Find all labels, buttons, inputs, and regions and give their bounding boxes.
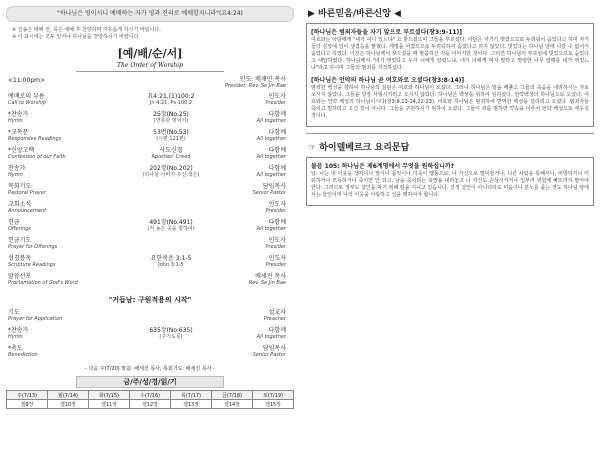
order-item-content: 491장(No.491) (저 높은 곳을 향하여) — [147, 219, 195, 232]
bible-day: 토(7/19) — [253, 391, 294, 400]
order-item-content: 요4:21,(1)100:2 Jn 4:21, Ps 100:2 — [147, 93, 195, 106]
order-item-label: *교독문 Responsive Readings — [8, 129, 62, 142]
presider — [225, 77, 286, 89]
order-item-label: 헌금 Offerings — [8, 219, 32, 232]
order-item-leader: 다함께 All together — [256, 219, 286, 232]
order-item-label: 성경봉독 Scripture Readings — [8, 255, 56, 268]
order-item-label: *축도 Benediction — [8, 345, 38, 358]
order-item-label: 예배로의 부름 Call to Worship — [8, 93, 46, 106]
catechism-answer: 답: 나는 내 이웃을 생각이나 말이나 몸짓이나 더욱이 행동으로, 나 자신으로 말미암거나, 다른 사람을 통해서나, 비방하거나 미워하거나 모욕하거나 죽이면 안 되고, 남을 죽이려는 욕망을 내려놓고 나 자신도 손상시키거나 일부러 위험에 빠뜨리지 말아야 한다. 그러므로 정부도 살인을 막기 위해 칼을 지니고 있습니다. 진정 살인이 아니더라도 미움이나 분노를 품는 것도 하나님 앞에서는 살인이며 나의 이웃을 사랑하고 선을 행하여야 합니다. — [311, 171, 589, 198]
order-item-label: *신앙고백 Confession of our Faith — [8, 147, 66, 160]
catechism-question: 물음 105: 하나님은 제6계명에서 무엇을 원하십니까? — [311, 163, 455, 170]
order-item-label: 헌금기도 Prayer for Offerings — [8, 237, 58, 250]
order-item — [6, 111, 294, 129]
order-item-leader: 다함께 All together — [256, 111, 286, 124]
order-item-leader: 담임목사 Senior Pastor — [252, 345, 286, 358]
presider-ko: 인도: 배재민 목사 — [239, 76, 286, 83]
order-item-label: 찬송가 Hymn — [8, 165, 26, 178]
order-list-after-sermon — [6, 309, 294, 363]
order-item — [6, 129, 294, 147]
order-item-leader: 다함께 All together — [256, 129, 286, 142]
order-item — [6, 93, 294, 111]
order-item-leader: 인도자 Presider — [265, 255, 286, 268]
bible-chapter: 겔9장 — [7, 400, 48, 409]
order-item-leader: 인도자 Presider — [265, 237, 286, 250]
order-item — [6, 165, 294, 183]
order-item — [6, 237, 294, 255]
catechism-box — [306, 157, 594, 206]
bible-days-row — [7, 391, 294, 400]
order-item — [6, 255, 294, 273]
order-item-leader: 설교자 Preacher — [263, 309, 286, 322]
order-item-label: 말씀선포 Proclamation of God's Word — [8, 273, 78, 286]
order-item-label: *찬송가 Hymn — [8, 111, 29, 124]
worship-subtitle: The Order of Worship — [76, 62, 224, 72]
worship-order-column — [6, 6, 294, 458]
order-item — [6, 273, 294, 291]
notice-2: ※ 이 표시에는 모두 일어나 하나님을 찬양하시기 바랍니다. — [12, 34, 140, 40]
time-row — [6, 77, 294, 91]
theme-verse: "하나님은 영이시니 예배하는 자가 영과 진리로 예배할지니라"(요4:24) — [6, 6, 294, 22]
order-item-content: 635장(No.635) (주기도문) — [149, 327, 193, 340]
bible-day: 월(7/14) — [48, 391, 89, 400]
order-item — [6, 327, 294, 345]
order-item-label: 목회기도 Pastoral Prayer — [8, 183, 47, 196]
order-item-leader: 인도자 Presider — [265, 93, 286, 106]
reading-column — [306, 6, 594, 458]
bible-reads-row — [7, 400, 294, 409]
bible-chapter: 겔10장 — [48, 400, 89, 409]
order-item-leader: 배세진 목사 Rev. Se Jin Bae — [248, 273, 286, 286]
bible-day: 목(7/17) — [171, 391, 212, 400]
bible-chapter: 겔13장 — [171, 400, 212, 409]
bible-day: 금(7/18) — [212, 391, 253, 400]
order-item-leader: 다함께 All together — [256, 147, 286, 160]
service-time: <11:00pm> — [8, 77, 45, 84]
section-title-catechism: ☞ 하이델베르크 요리문답 — [308, 143, 410, 153]
bible-chapter: 겔14장 — [212, 400, 253, 409]
order-item-label: *찬송가 Hymn — [8, 327, 29, 340]
bible-chapter: 겔15장 — [253, 400, 294, 409]
order-item — [6, 345, 294, 363]
order-item-content: 202장(No.202) (하나님 아버지 주신 책은) — [142, 165, 200, 178]
faith-box — [306, 23, 594, 127]
sermon-title: "거듭남: 구원적용의 시작" — [108, 296, 192, 304]
order-item — [6, 219, 294, 237]
order-item-label: 기도 Prayer for Application — [8, 309, 63, 322]
order-item-content: 사도신경 Apostles' Creed — [151, 147, 191, 160]
bible-day: 주(7/13) — [7, 391, 48, 400]
faith-heading-1: [하나님은 범죄자들을 자기 앞으로 부르셨다(창3:9-11)] — [311, 29, 463, 36]
faith-paragraph-2: 범죄한 백성을 향하여 하나님의 심판은 여호와 하나님이 오셨다. 그러나 하나님은 말을 베풀고 그들의 죽음을 내려하시는 자로 오시지 않았다. 그들을 당장 사형시키려고 오시지 않았다. 하나님은 백성을 위하여 임하셨다. 언약백성의 하나님으로 오셨다. 여호와는 언약 백성의 하나님이시다(창3:9,13-14,22-23). 여호와 하나님은 범죄하여 반역한 백성을 살리려고 오셨다. 범죄자들 죽이고 벌하려고 오신 것이 아니다. 그들을 구원하시기 위하여 오셨다. 그들이 죄를 범하면 약속을 이루어 언약 백성으로 세우실 것이다. — [311, 85, 589, 119]
order-item — [6, 183, 294, 201]
bible-day: 수(7/16) — [130, 391, 171, 400]
order-item-content: 53번(No.53) (시편 121편) — [153, 129, 189, 142]
section-title-faith: ▶ 바른믿음/바른신앙 ◀ — [308, 9, 401, 19]
order-list — [6, 93, 294, 291]
presider-en: Presider: Rev. Se Jin Bae — [224, 83, 286, 89]
bible-reading-title: 금/주/성/경/읽/기 — [76, 376, 224, 388]
divider — [306, 133, 594, 134]
order-item-content: 25장(No.25) (면류관 벗어서) — [153, 111, 189, 124]
order-item — [6, 201, 294, 219]
faith-paragraph-1: 여호와는 아담에게 "네가 어디 있느냐" 고 찾으셨으며 그들을 부르셨다. 아담은 자기가 벗었으므로 두려워서 숨었다고 하며 자기들의 실상에 일이 생겼음을 밝혔다. 계명을 어겼으므로 두려워하여 숨었다고 하지 않았다. 벗었다는 하나님 앞에 나갈 수 없어서 숨었다고 하였다. 이것은 하나님께서 찾으셨을 때 말씀하신 것을 이야기한 것이다. 그러면 하나님의 부르심에 벗었으므로 숨었다고 대답하였다. 하나님께서 "네가 벗었다고 누가 너에게 알렸느냐, 내가 너에게 먹지 말라고 명령한 나무 열매를 네가 먹었느냐"라고 하시며 그들의 범죄를 지적하셨다. — [311, 37, 589, 71]
notice-1: ※ 찬송은 예배 전, 목은 예배 후 찬양하며 자유롭게 하시기 바랍니다. — [12, 27, 161, 33]
bible-chapter: 겔11장 — [89, 400, 130, 409]
faith-heading-2: [하나님은 언약의 하나님 곧 여호와로 오셨다(창3:8-14)] — [311, 77, 465, 84]
bible-day: 화(7/15) — [89, 391, 130, 400]
order-item-leader: 다함께 All together — [256, 165, 286, 178]
order-item-leader: 다함께 All together — [256, 327, 286, 340]
order-item-leader: 인도자 Presider — [265, 201, 286, 214]
order-item-leader: 담임목사 Senior Pastor — [252, 183, 286, 196]
order-item-label: 교회소식 Announcement — [8, 201, 47, 214]
order-item — [6, 309, 294, 327]
order-item — [6, 147, 294, 165]
bible-reading-table — [6, 390, 294, 409]
order-item-content: 요한복음 3:1-5 John 3:1-5 — [150, 255, 192, 268]
bible-chapter: 겔12장 — [130, 400, 171, 409]
next-week-note: - 다음 주(7/20) 말씀: 배세진 목사, 목회기도: 배세진 목사 - — [85, 366, 215, 372]
worship-title: [예/배/순/서] — [117, 47, 183, 60]
